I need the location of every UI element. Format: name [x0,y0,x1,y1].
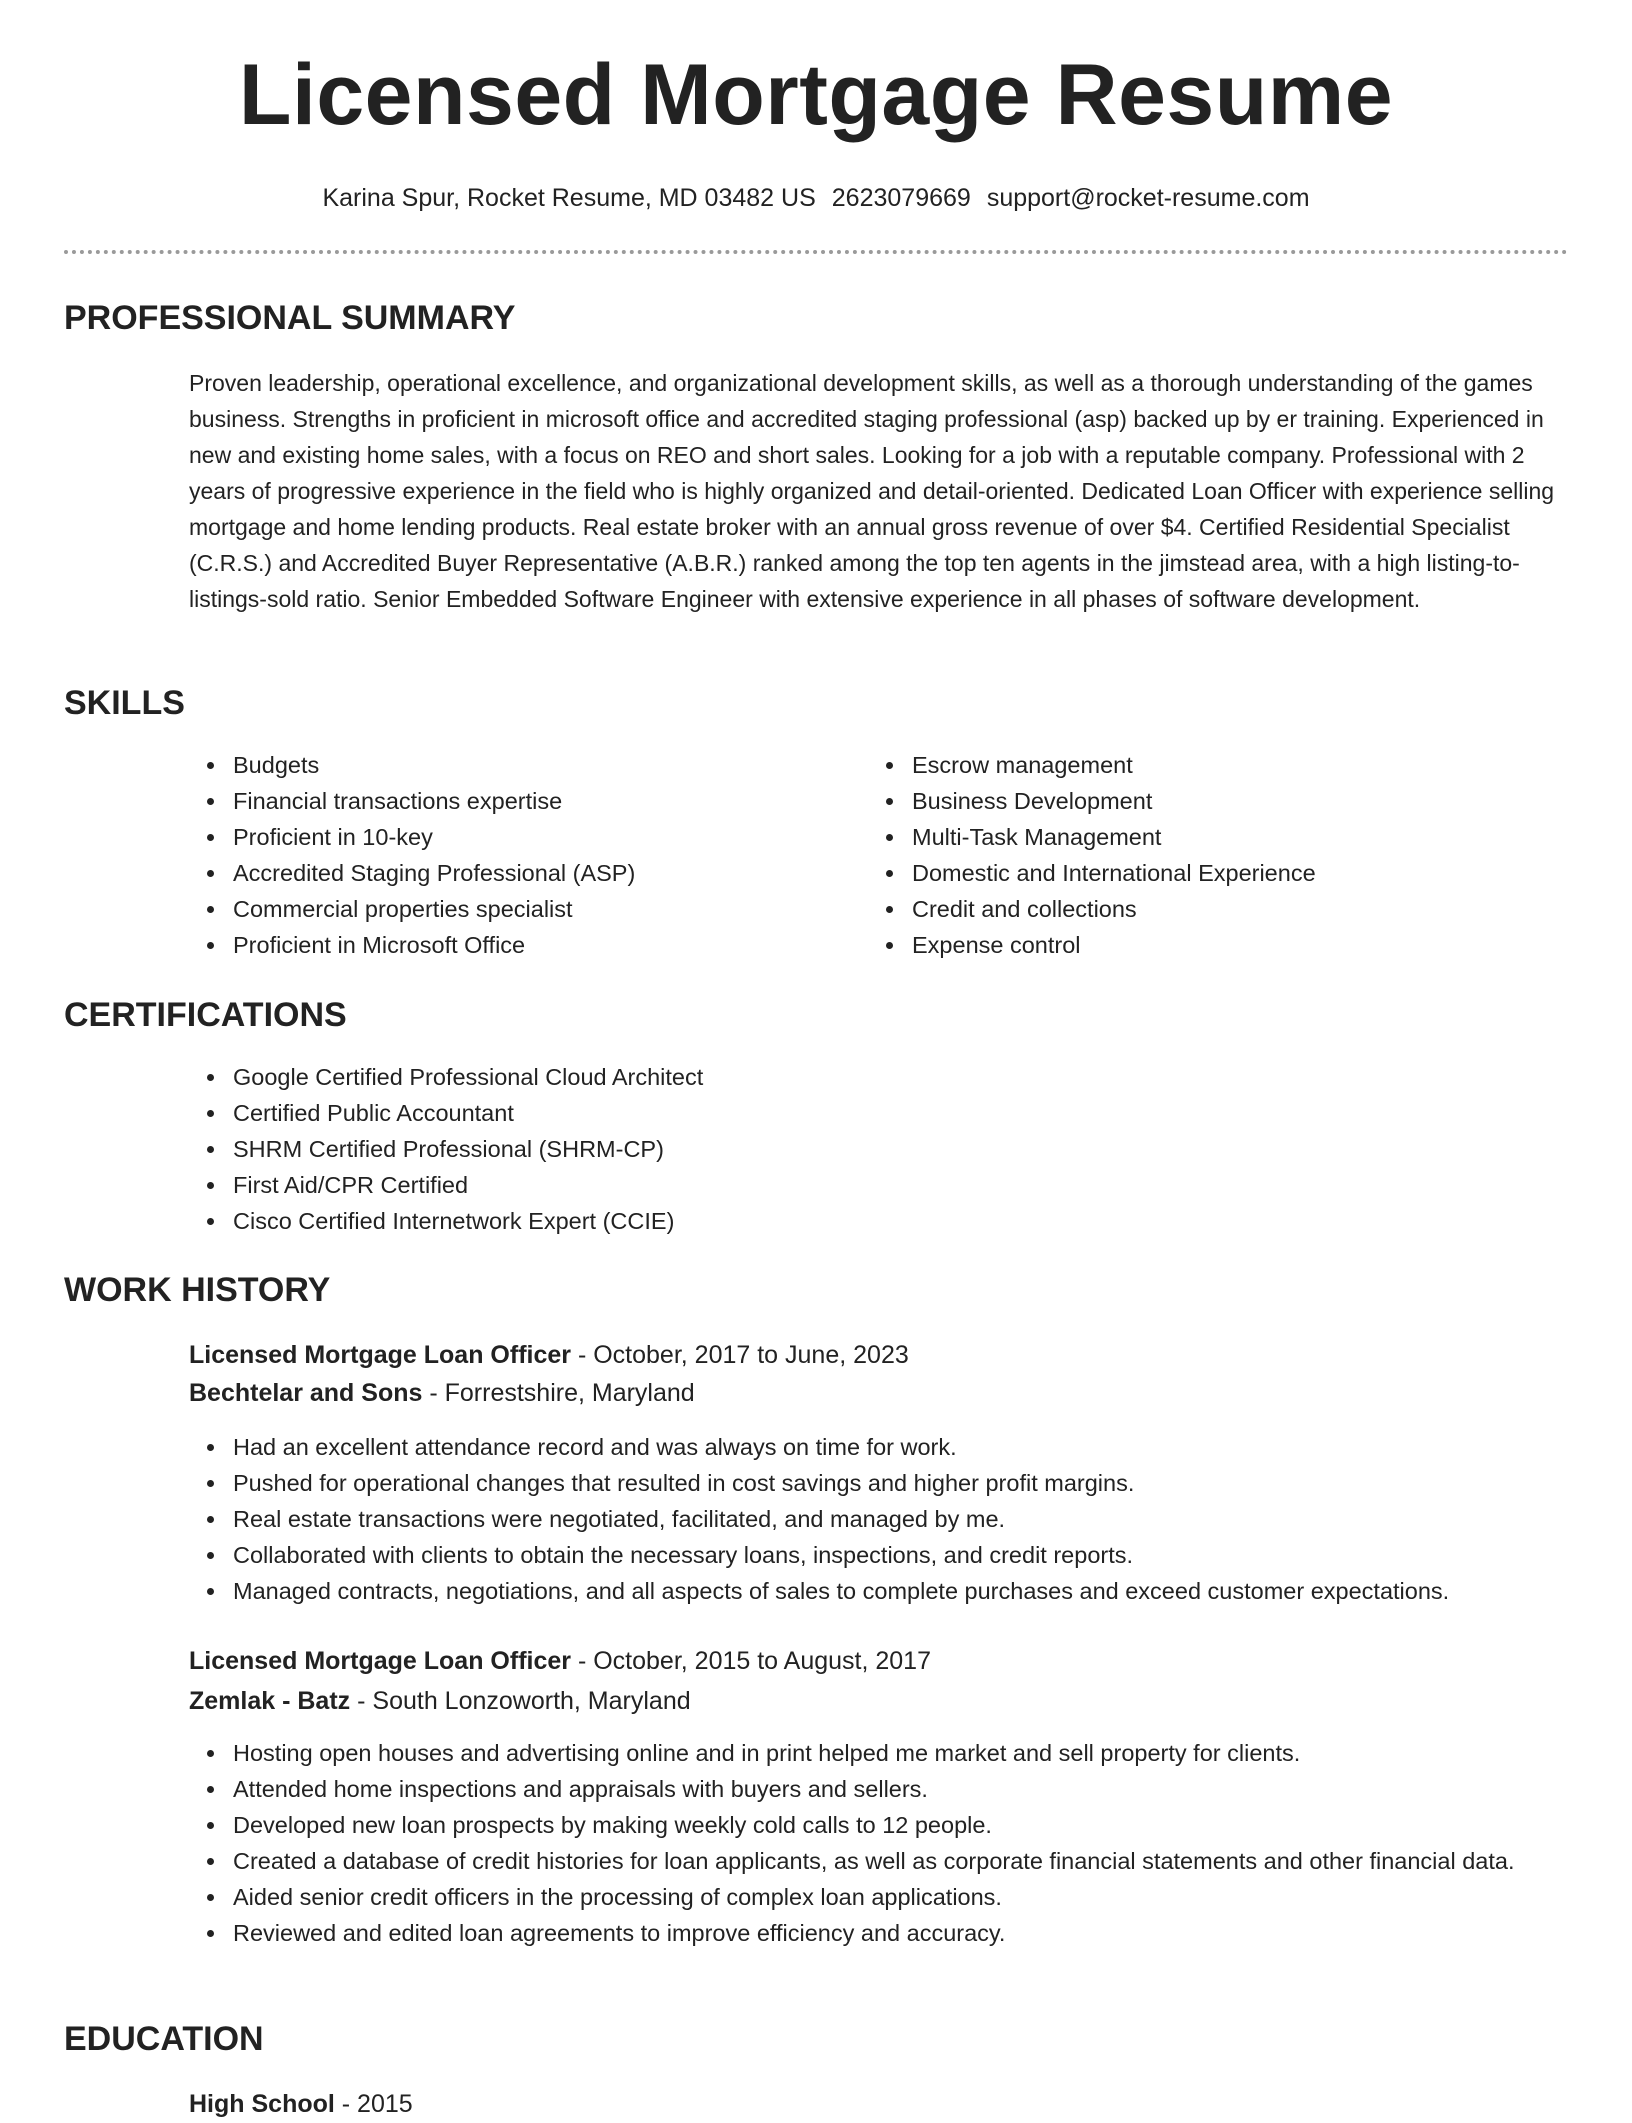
skills-column-right [868,747,1568,963]
bullet-icon [207,1786,214,1793]
bullet-icon [886,942,893,949]
skill-item: Budgets [189,747,849,783]
summary-section [189,365,1567,617]
job-bullets [189,1735,1569,1951]
skill-item: Commercial properties specialist [189,891,849,927]
bullet-icon [207,1480,214,1487]
job-title: Licensed Mortgage Loan Officer [189,1647,572,1675]
certification-item: First Aid/CPR Certified [189,1167,1569,1203]
job-bullet: Pushed for operational changes that resulted in cost savings and higher profit margins. [189,1465,1569,1501]
bullet-icon [207,870,214,877]
resume-title: Licensed Mortgage Resume [238,47,1394,143]
bullet-icon [207,906,214,913]
bullet-icon [207,1182,214,1189]
job-dates: - October, 2015 to August, 2017 [571,1647,931,1675]
education-entry [189,2085,1569,2123]
job-bullet: Aided senior credit officers in the processing of complex loan applications. [189,1879,1569,1915]
skill-item: Accredited Staging Professional (ASP) [189,855,849,891]
skill-item: Expense control [868,927,1568,963]
bullet-icon [207,1822,214,1829]
skill-item: Escrow management [868,747,1568,783]
skill-item: Proficient in 10-key [189,819,849,855]
bullet-icon [886,798,893,805]
job-title-line [189,1336,1569,1374]
bullet-icon [886,870,893,877]
summary-heading: PROFESSIONAL SUMMARY [64,299,516,337]
job-bullet: Had an excellent attendance record and was always on time for work. [189,1429,1569,1465]
skills-heading: SKILLS [64,684,185,722]
bullet-icon [207,1444,214,1451]
job-entry [189,1336,1569,1412]
contact-address: Karina Spur, Rocket Resume, MD 03482 US [322,184,816,212]
skill-item: Business Development [868,783,1568,819]
job-company: Bechtelar and Sons [189,1379,423,1407]
bullet-icon [207,1074,214,1081]
contact-phone: 2623079669 [831,184,971,212]
skill-item: Proficient in Microsoft Office [189,927,849,963]
contact-line [0,183,1632,213]
job-bullet: Hosting open houses and advertising online and in print helped me market and sell property for clients. [189,1735,1569,1771]
bullet-icon [207,1588,214,1595]
bullet-icon [207,1894,214,1901]
certifications-heading: CERTIFICATIONS [64,996,347,1034]
bullet-icon [207,1858,214,1865]
education-year: - 2015 [334,2090,413,2118]
job-dates: - October, 2017 to June, 2023 [571,1341,909,1369]
job-title: Licensed Mortgage Loan Officer [189,1341,572,1369]
job-entry [189,1642,1569,1720]
bullet-icon [886,762,893,769]
bullet-icon [207,1146,214,1153]
education-school: High School [189,2090,335,2118]
job-bullet: Real estate transactions were negotiated, facilitated, and managed by me. [189,1501,1569,1537]
skills-column-left [189,747,849,963]
education-heading: EDUCATION [64,2020,264,2058]
bullet-icon [207,1218,214,1225]
skill-item: Financial transactions expertise [189,783,849,819]
bullet-icon [207,1930,214,1937]
header-divider [64,250,1568,254]
bullet-icon [207,1750,214,1757]
bullet-icon [207,1110,214,1117]
job-bullet: Managed contracts, negotiations, and all aspects of sales to complete purchases and exceed customer expectations. [189,1573,1569,1609]
job-bullets [189,1429,1569,1609]
job-title-line [189,1642,1569,1680]
skill-item: Multi-Task Management [868,819,1568,855]
job-bullet: Developed new loan prospects by making weekly cold calls to 12 people. [189,1807,1569,1843]
job-bullet: Created a database of credit histories for loan applicants, as well as corporate financial statements and other financial data. [189,1843,1569,1879]
certification-item: Cisco Certified Internetwork Expert (CCIE) [189,1203,1569,1239]
job-company-line [189,1682,1569,1720]
bullet-icon [207,1552,214,1559]
bullet-icon [207,762,214,769]
education-line [189,2085,1569,2123]
work-history-heading: WORK HISTORY [64,1271,331,1309]
job-bullet: Collaborated with clients to obtain the necessary loans, inspections, and credit reports. [189,1537,1569,1573]
job-company: Zemlak - Batz [189,1687,351,1715]
bullet-icon [886,834,893,841]
summary-text: Proven leadership, operational excellence, and organizational development skills, as well as a thorough understanding of the games business. Strengths in proficient in microsoft office and accredited staging professional (asp) backed up by er training. Experienced in new and existing home sales, with a focus on REO and short sales. Looking for a job with a reputable company. Professional with 2 years of progressive experience in the field who is highly organized and detail-oriented. Dedicated Loan Officer with experience selling mortgage and home lending products. Real estate broker with an annual gross revenue of over $4. Certified Residential Specialist (C.R.S.) and Accredited Buyer Representative (A.B.R.) ranked among the top ten agents in the jimstead area, with a high listing-to-listings-sold ratio. Senior Embedded Software Engineer with extensive experience in all phases of software development. [189,370,1555,612]
job-company-line [189,1374,1569,1412]
bullet-icon [207,942,214,949]
bullet-icon [207,834,214,841]
bullet-icon [886,906,893,913]
job-location: - South Lonzoworth, Maryland [350,1687,691,1715]
certifications-section [189,1059,1569,1239]
skill-item: Domestic and International Experience [868,855,1568,891]
job-location: - Forrestshire, Maryland [422,1379,695,1407]
certification-item: Google Certified Professional Cloud Architect [189,1059,1569,1095]
certification-item: Certified Public Accountant [189,1095,1569,1131]
job-bullet: Reviewed and edited loan agreements to improve efficiency and accuracy. [189,1915,1569,1951]
bullet-icon [207,1516,214,1523]
skill-item: Credit and collections [868,891,1568,927]
contact-email: support@rocket-resume.com [986,184,1310,212]
certification-item: SHRM Certified Professional (SHRM-CP) [189,1131,1569,1167]
bullet-icon [207,798,214,805]
job-bullet: Attended home inspections and appraisals with buyers and sellers. [189,1771,1569,1807]
